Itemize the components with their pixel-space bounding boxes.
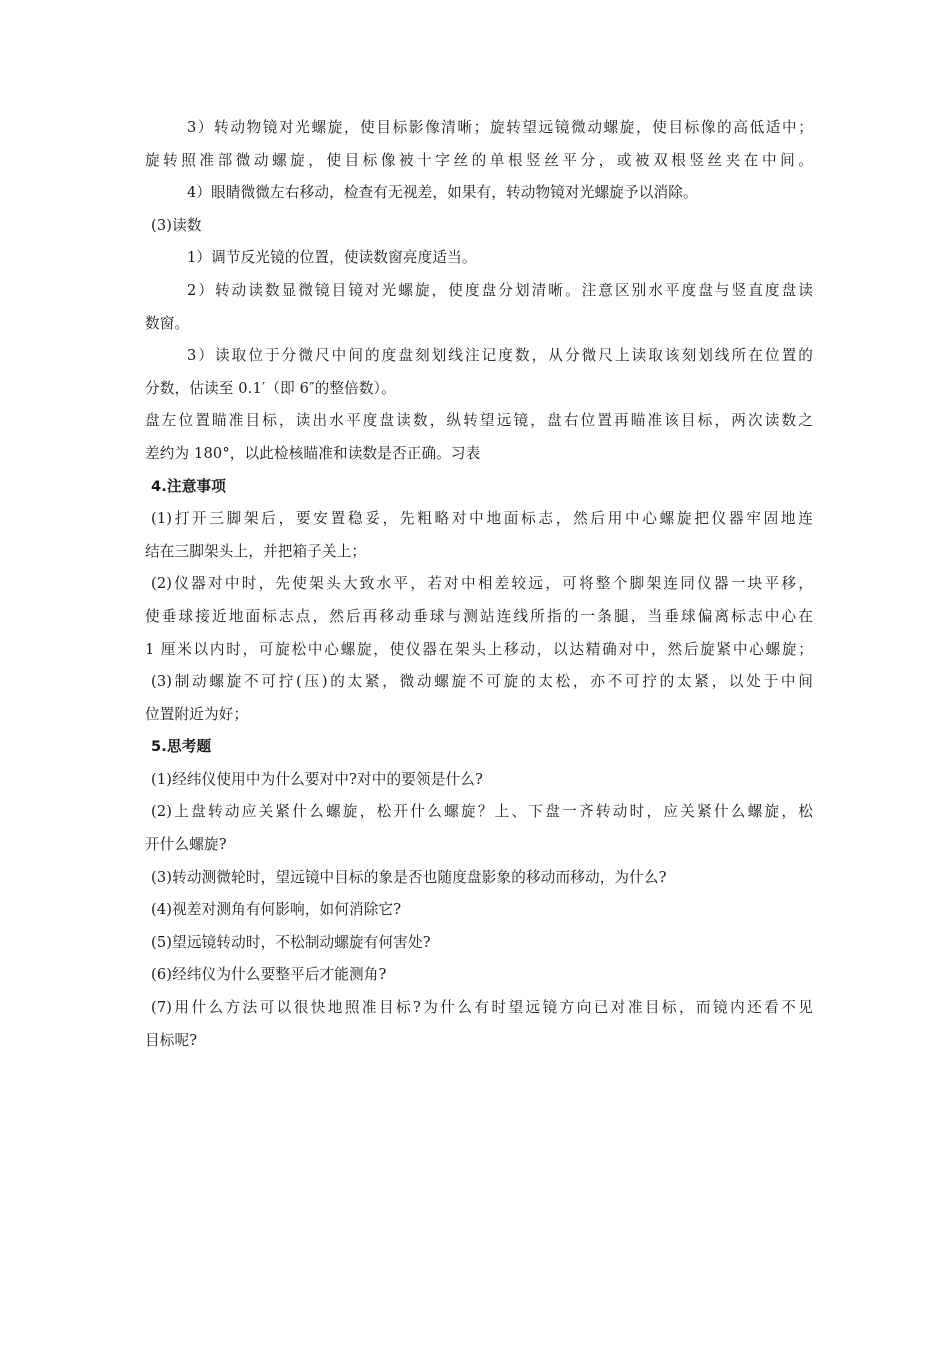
paragraph-line: 3）转动物镜对光螺旋，使目标影像清晰；旋转望远镜微动螺旋，使目标像的高低适中； — [187, 119, 813, 136]
list-item-continuation: 使垂球接近地面标志点，然后再移动垂球与测站连线所指的一条腿，当垂球偏离标志中心在 — [145, 607, 813, 625]
question-item: (5)望远镜转动时，不松制动螺旋有何害处? — [151, 933, 431, 951]
list-item-continuation: 1 厘米以内时，可旋松中心螺旋，使仪器在架头上移动，以达精确对中，然后旋紧中心螺旋； — [145, 640, 813, 658]
paragraph-line: 4）眼睛微微左右移动，检查有无视差，如果有，转动物镜对光螺旋予以消除。 — [187, 184, 698, 202]
paragraph-line: 旋转照准部微动螺旋，使目标像被十字丝的单根竖丝平分，或被双根竖丝夹在中间。 — [145, 151, 813, 169]
paragraph-line: 差约为 180°，以此检核瞄准和读数是否正确。习表 — [145, 444, 481, 462]
paragraph-line: 盘左位置瞄准目标，读出水平度盘读数，纵转望远镜，盘右位置再瞄准该目标，两次读数之 — [145, 412, 813, 430]
section-heading-precautions: 4.注意事项 — [151, 477, 226, 495]
section-heading-questions: 5.思考题 — [151, 738, 212, 756]
question-item: (7)用什么方法可以很快地照准目标?为什么有时望远镜方向已对准目标，而镜内还看不见 — [151, 999, 813, 1017]
list-item: (2)仪器对中时，先使架头大致水平，若对中相差较远，可将整个脚架连同仪器一块平移， — [151, 575, 813, 593]
section-subheading: (3)读数 — [151, 216, 202, 234]
paragraph-line: 分数，估读至 0.1′（即 6″的整倍数）。 — [145, 379, 396, 397]
paragraph-line: 1）调节反光镜的位置，使读数窗亮度适当。 — [187, 249, 477, 267]
paragraph-line: 3）读取位于分微尺中间的度盘刻划线注记度数，从分微尺上读取该刻划线所在位置的 — [187, 347, 813, 365]
question-item: (6)经纬仪为什么要整平后才能测角? — [151, 966, 387, 984]
list-item: (3)制动螺旋不可拧(压)的太紧，微动螺旋不可旋的太松，亦不可拧的太紧，以处于中间 — [151, 673, 813, 691]
question-item-continuation: 开什么螺旋? — [145, 836, 227, 854]
list-item: (1)打开三脚架后，要安置稳妥，先粗略对中地面标志，然后用中心螺旋把仪器牢固地连 — [151, 510, 813, 528]
question-item: (1)经纬仪使用中为什么要对中?对中的要领是什么? — [151, 770, 483, 788]
question-item: (3)转动测微轮时，望远镜中目标的象是否也随度盘影象的移动而移动，为什么? — [151, 868, 667, 886]
question-item: (2)上盘转动应关紧什么螺旋，松开什么螺旋？上、下盘一齐转动时，应关紧什么螺旋，松 — [151, 803, 813, 821]
list-item-continuation: 结在三脚架头上，并把箱子关上； — [145, 542, 367, 560]
list-item-continuation: 位置附近为好； — [145, 705, 249, 723]
question-item: (4)视差对测角有何影响，如何消除它? — [151, 901, 402, 919]
document-body — [145, 112, 813, 1057]
question-item-continuation: 目标呢? — [145, 1031, 198, 1049]
paragraph-line: 2）转动读数显微镜目镜对光螺旋，使度盘分划清晰。注意区别水平度盘与竖直度盘读 — [187, 281, 813, 299]
paragraph-line: 数窗。 — [145, 314, 190, 332]
